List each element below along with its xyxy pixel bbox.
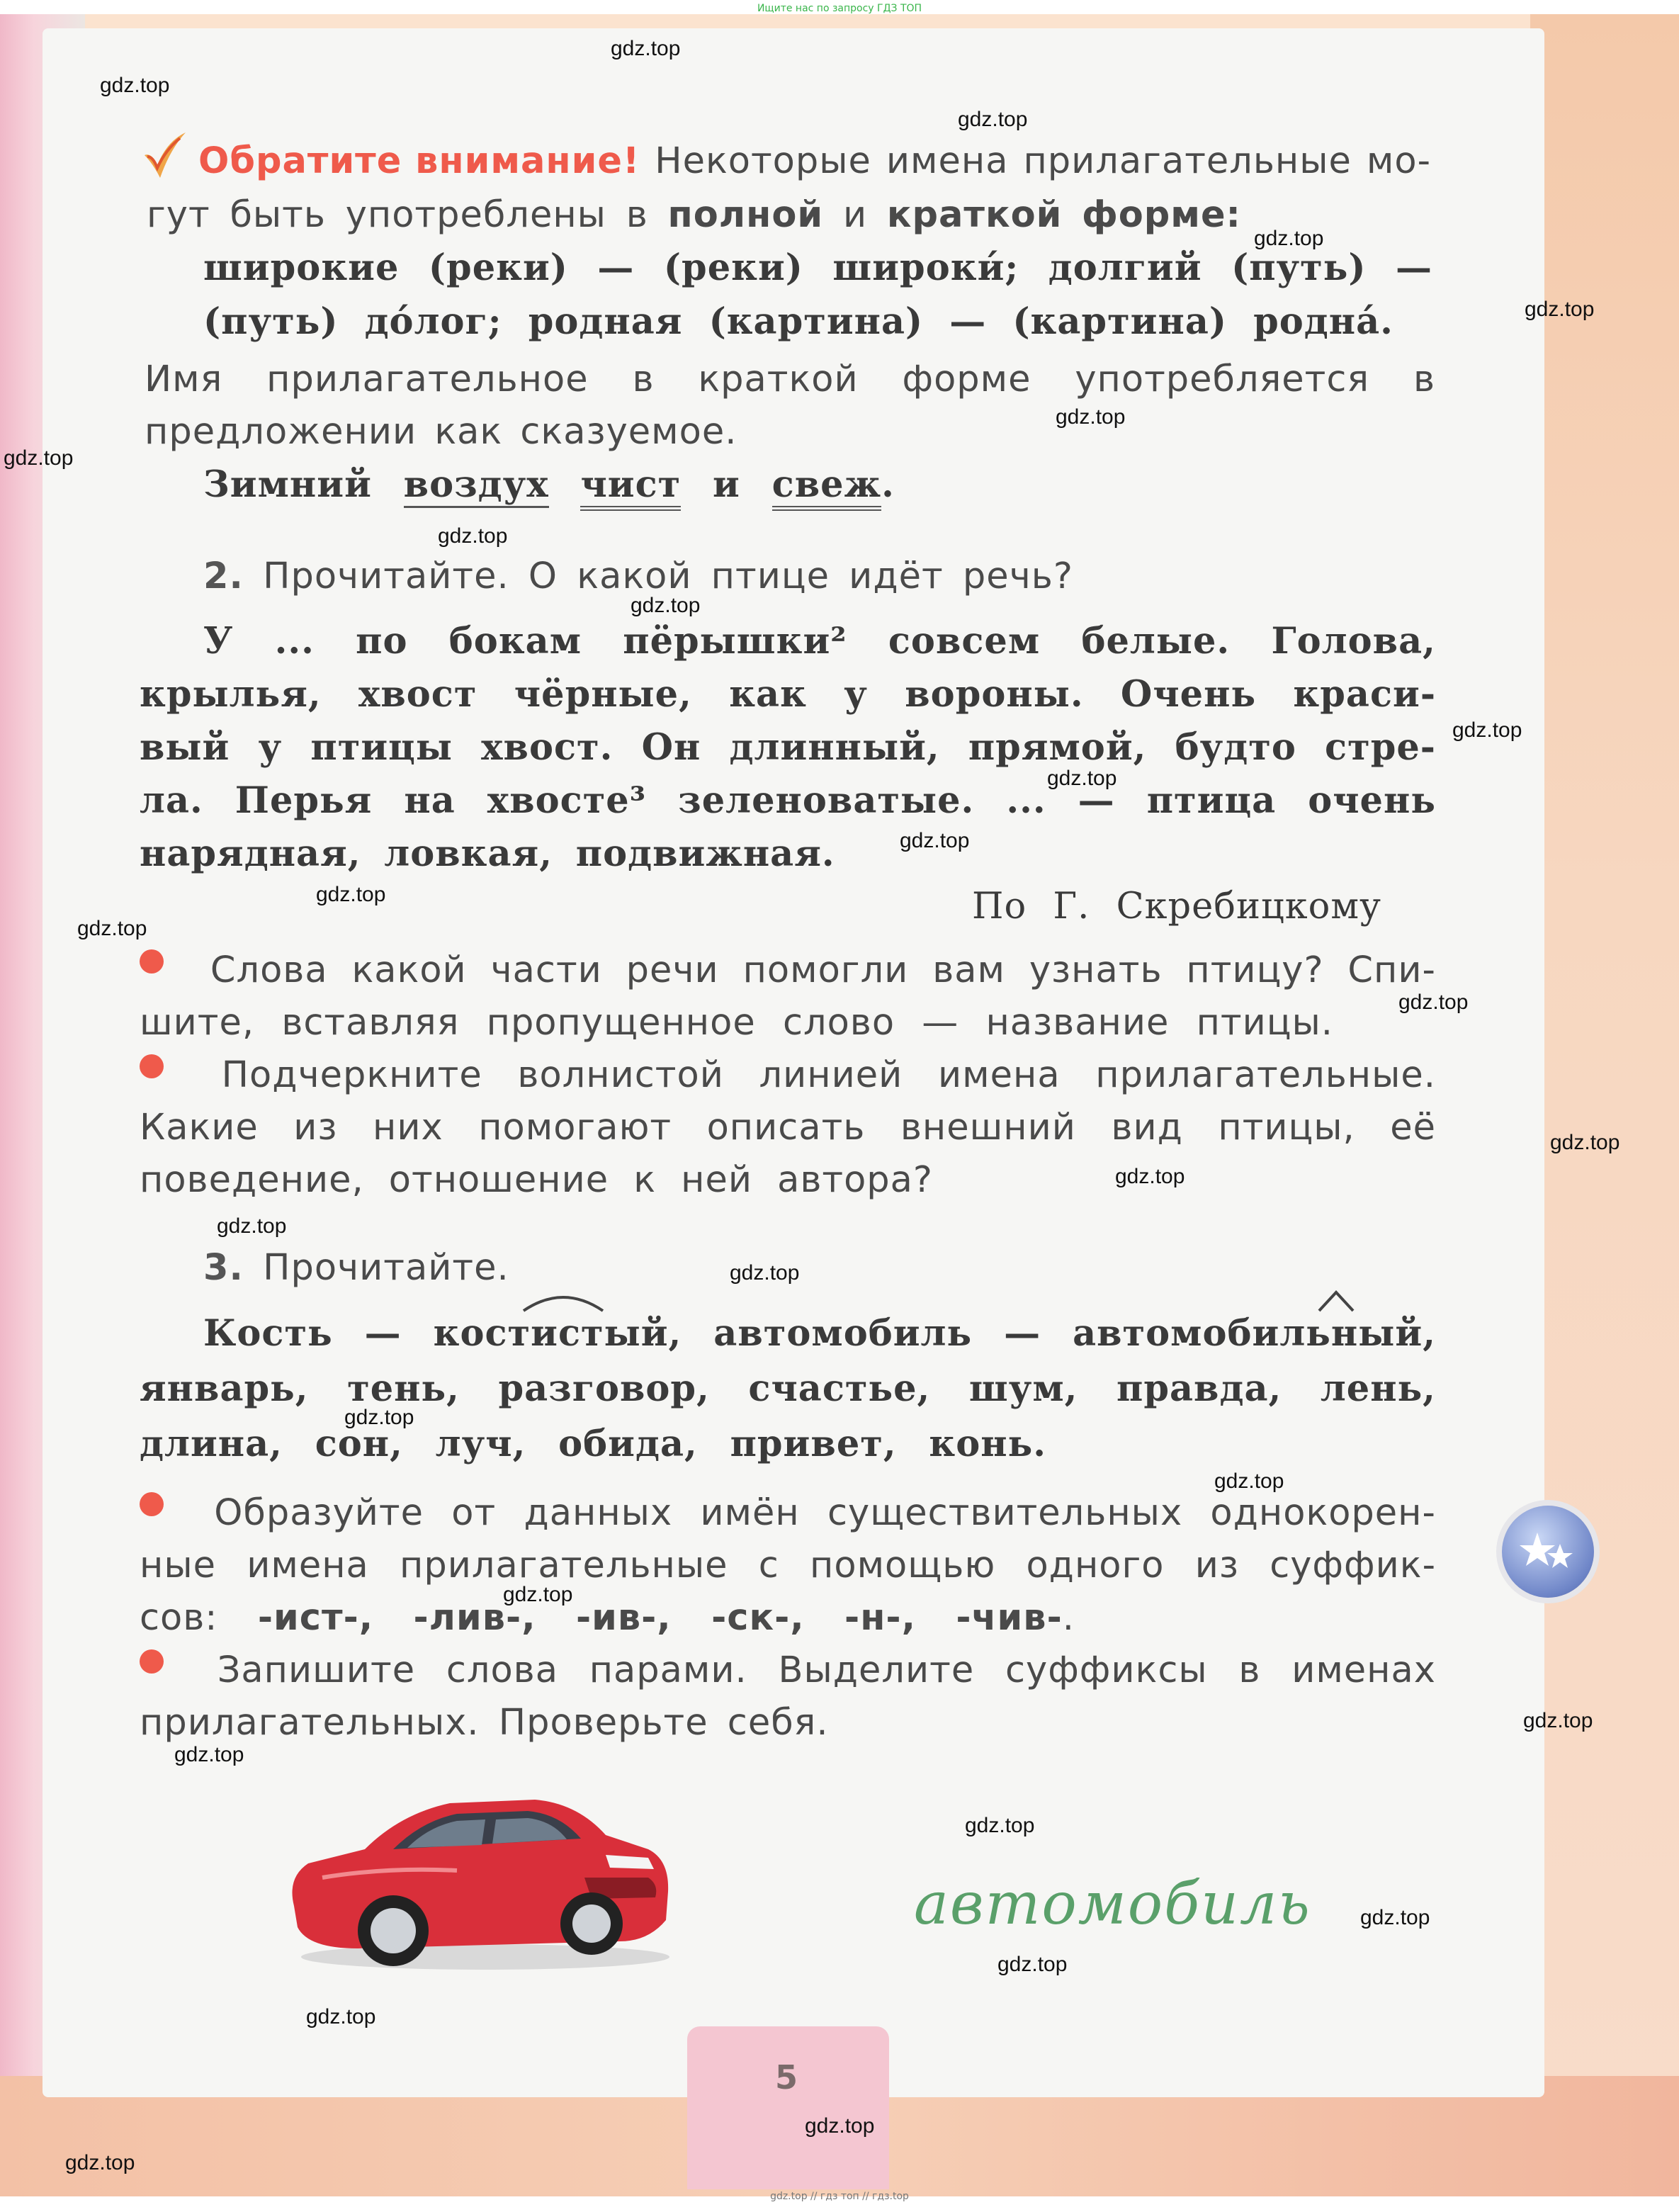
- ex2-question-1-line-1: [140, 949, 1436, 991]
- word: (путь): [1231, 247, 1367, 289]
- watermark: gdz.top: [438, 524, 508, 548]
- red-car-illustration: [280, 1771, 677, 1977]
- word: (реки): [663, 247, 803, 289]
- punctuation: .: [1062, 1597, 1075, 1639]
- word: разговор,: [498, 1367, 710, 1410]
- watermark: gdz.top: [1550, 1131, 1620, 1154]
- watermark: gdz.top: [730, 1261, 800, 1285]
- word: Какие: [140, 1107, 259, 1149]
- ex2-text-line-2: [140, 673, 1436, 716]
- watermark: gdz.top: [4, 446, 74, 470]
- word: слова: [446, 1649, 558, 1691]
- watermark: gdz.top: [1523, 1709, 1593, 1732]
- ex2-text-line-4: [140, 779, 1436, 822]
- page-number-tab: [687, 2026, 889, 2189]
- word: Кость: [203, 1312, 333, 1355]
- word: длина,: [140, 1423, 283, 1465]
- watermark: gdz.top: [1056, 405, 1126, 429]
- word: краткой: [698, 359, 859, 400]
- word: слово: [782, 1002, 895, 1044]
- ex2-text-line-5: нарядная, ловкая, подвижная.: [140, 833, 835, 875]
- rule-line-2: [147, 194, 1241, 236]
- suffix-mark: [1316, 1288, 1356, 1314]
- watermark: gdz.top: [1360, 1906, 1430, 1929]
- word: птицы,: [1218, 1107, 1355, 1149]
- ex2-question-2-line-1: [140, 1054, 1436, 1096]
- word: Очень: [1120, 673, 1257, 716]
- watermark: gdz.top: [1115, 1165, 1185, 1188]
- footer-note: gdz.top // гдз топ // гдз.top: [770, 2191, 909, 2202]
- watermark: gdz.top: [65, 2151, 135, 2174]
- word: зеленоватые.: [678, 779, 975, 822]
- watermark: gdz.top: [1398, 991, 1469, 1014]
- word: Выделите: [778, 1649, 975, 1691]
- word: к: [633, 1159, 657, 1201]
- term-full: полной: [667, 194, 824, 236]
- word: из: [293, 1107, 338, 1149]
- ex2-question-2-line-2: [140, 1107, 1436, 1149]
- word: до́лог;: [364, 300, 502, 343]
- word: автомобильный,: [1073, 1312, 1436, 1355]
- word: Спи-: [1347, 949, 1436, 991]
- word: употребляется: [1075, 359, 1370, 400]
- word: ...: [274, 620, 315, 662]
- bullet-icon: [140, 949, 164, 974]
- word: костистый,: [433, 1312, 682, 1355]
- word: Запишите: [217, 1649, 416, 1691]
- word: в: [1413, 359, 1435, 400]
- right-page-edge: [1530, 14, 1679, 2196]
- ex2-text-line-3: [140, 726, 1436, 769]
- word: тень,: [347, 1367, 460, 1410]
- task-text: Прочитайте. О какой птице идёт речь?: [263, 555, 1073, 597]
- word: у: [844, 673, 868, 716]
- word: вый: [140, 726, 230, 769]
- word: части: [490, 949, 602, 991]
- watermark: gdz.top: [1214, 1469, 1284, 1493]
- word: название: [985, 1002, 1170, 1044]
- watermark: gdz.top: [1452, 718, 1522, 742]
- word: гут: [147, 194, 210, 236]
- word: январь,: [140, 1367, 309, 1410]
- exercise-3-task: [203, 1247, 509, 1289]
- word: очень: [1308, 779, 1436, 822]
- word: помощью: [810, 1545, 996, 1586]
- word: речи: [626, 949, 719, 991]
- word: у: [258, 726, 283, 769]
- word: имена: [937, 1054, 1061, 1096]
- exercise-2-task: [203, 555, 1073, 597]
- suffix-mark: [521, 1288, 606, 1314]
- word: ные: [140, 1545, 216, 1586]
- word: —: [597, 247, 635, 289]
- ex3-question-1-line-1: [140, 1492, 1436, 1534]
- word: стре-: [1325, 726, 1436, 769]
- word: (картина): [708, 300, 924, 343]
- word: конь.: [929, 1423, 1046, 1465]
- watermark: gdz.top: [1525, 298, 1595, 321]
- word: родная: [528, 300, 683, 343]
- word: птицы: [310, 726, 453, 769]
- word: —: [1078, 779, 1115, 822]
- watermark: gdz.top: [958, 108, 1028, 131]
- word: на: [404, 779, 456, 822]
- word: счастье,: [748, 1367, 931, 1410]
- word: хвост: [358, 673, 477, 716]
- ex3-words-line-1: [203, 1312, 1436, 1355]
- suffix: -чив-: [956, 1597, 1063, 1639]
- word: одного: [1026, 1545, 1165, 1586]
- word: Некоторые: [655, 140, 871, 182]
- header-note: Ищите нас по запросу ГДЗ ТОП: [757, 3, 922, 14]
- word: шите,: [140, 1002, 255, 1044]
- word: быть: [230, 194, 326, 236]
- ex2-text-line-1: [203, 620, 1436, 662]
- ex3-question-2-line-2: прилагательных. Проверьте себя.: [140, 1702, 829, 1744]
- rule-example-sentence: [203, 463, 895, 506]
- word: —: [1396, 247, 1432, 289]
- word: Подчеркните: [221, 1054, 482, 1096]
- rule-note-1: [145, 359, 1435, 400]
- word: белые.: [1081, 620, 1231, 662]
- word: (путь): [203, 300, 339, 343]
- predicate-word: свеж: [772, 463, 881, 511]
- cursive-word: автомобиль: [914, 1870, 1311, 1938]
- word: прямой,: [968, 726, 1147, 769]
- word: —: [364, 1312, 402, 1355]
- word: Перья: [234, 779, 373, 822]
- word: узнать: [1029, 949, 1163, 991]
- ex3-question-1-line-3: [140, 1597, 1075, 1639]
- rule-example-1: [203, 247, 1432, 289]
- word: сов:: [140, 1597, 218, 1639]
- word: птицу?: [1186, 949, 1324, 991]
- watermark: gdz.top: [965, 1814, 1035, 1837]
- word: автомобиль: [713, 1312, 973, 1355]
- word: поведение,: [140, 1159, 364, 1201]
- task-text: Прочитайте.: [263, 1247, 509, 1289]
- bullet-icon: [140, 1649, 164, 1674]
- suffix: -ист-,: [257, 1597, 374, 1639]
- word: длинный,: [729, 726, 940, 769]
- word: какой: [351, 949, 467, 991]
- word: хвост.: [481, 726, 614, 769]
- rule-example-2: [203, 300, 1393, 343]
- ex2-question-1-line-2: [140, 1002, 1333, 1044]
- word: в: [1238, 1649, 1261, 1691]
- word: Зимний: [203, 463, 372, 506]
- word: широки́;: [832, 247, 1019, 289]
- word: помогли: [742, 949, 909, 991]
- word: вид: [1111, 1107, 1183, 1149]
- watermark: gdz.top: [997, 1953, 1068, 1976]
- word: и: [713, 463, 740, 506]
- word: ...: [1006, 779, 1046, 822]
- word: вам: [932, 949, 1005, 991]
- suffix: -н-,: [844, 1597, 916, 1639]
- bullet-icon: [140, 1054, 164, 1078]
- exercise-number: 2.: [203, 555, 244, 597]
- exercise-number: 3.: [203, 1247, 244, 1289]
- word: обида,: [558, 1423, 698, 1465]
- word: прилагательные: [1023, 140, 1352, 182]
- watermark: gdz.top: [100, 74, 170, 97]
- word: краси-: [1293, 673, 1436, 716]
- word: суффик-: [1270, 1545, 1436, 1586]
- punctuation: .: [881, 463, 895, 506]
- term-short: краткой: [886, 194, 1063, 236]
- watermark: gdz.top: [1254, 227, 1324, 250]
- word: волнистой: [517, 1054, 724, 1096]
- word: хвосте³: [487, 779, 647, 822]
- word: Голова,: [1271, 620, 1436, 662]
- word: ла.: [140, 779, 203, 822]
- subject-word: воздух: [404, 463, 549, 508]
- word: ней: [681, 1159, 752, 1201]
- rule-line-1: [198, 140, 1431, 182]
- word: из: [1194, 1545, 1239, 1586]
- word: прилагательные: [400, 1545, 728, 1586]
- word: будто: [1175, 726, 1296, 769]
- watermark: gdz.top: [77, 917, 147, 940]
- watermark: gdz.top: [805, 2114, 875, 2138]
- word: имён: [700, 1492, 800, 1534]
- suffix: -ив-,: [575, 1597, 672, 1639]
- word: в: [632, 359, 655, 400]
- watermark: gdz.top: [611, 37, 681, 60]
- predicate-word: чист: [580, 463, 681, 511]
- word: мо-: [1366, 140, 1431, 182]
- word: вставляя: [281, 1002, 460, 1044]
- word: Имя: [145, 359, 223, 400]
- suffix: -ск-,: [711, 1597, 805, 1639]
- word: бокам: [448, 620, 582, 662]
- word: пёрышки²: [623, 620, 847, 662]
- word: имена: [886, 140, 1009, 182]
- ex3-question-1-line-2: [140, 1545, 1436, 1586]
- word: прилагательное: [266, 359, 589, 400]
- word: её: [1390, 1107, 1436, 1149]
- word: крылья,: [140, 673, 322, 716]
- term-form: форме:: [1082, 194, 1241, 236]
- word: долгий: [1048, 247, 1202, 289]
- watermark: gdz.top: [174, 1743, 244, 1766]
- word: широкие: [203, 247, 400, 289]
- word: суффиксы: [1005, 1649, 1208, 1691]
- suffix: -лив-,: [413, 1597, 536, 1639]
- word: употреблены: [345, 194, 606, 236]
- ex3-question-2-line-1: [140, 1649, 1436, 1691]
- word: родна́.: [1253, 300, 1393, 343]
- word: прилагательные.: [1095, 1054, 1436, 1096]
- word: сон,: [315, 1423, 403, 1465]
- watermark: gdz.top: [900, 829, 970, 852]
- word: имена: [247, 1545, 369, 1586]
- ex3-words-line-2: [140, 1367, 1436, 1410]
- word: по: [356, 620, 408, 662]
- word: с: [758, 1545, 779, 1586]
- word: линией: [759, 1054, 903, 1096]
- ex3-words-line-3: [140, 1423, 1046, 1465]
- stars-icon: [1502, 1506, 1594, 1598]
- word: в: [626, 194, 648, 236]
- word: существительных: [827, 1492, 1183, 1534]
- word: форме: [902, 359, 1031, 400]
- word: лень,: [1320, 1367, 1436, 1410]
- word: Он: [641, 726, 701, 769]
- word: и: [842, 194, 868, 236]
- word: (картина): [1012, 300, 1228, 343]
- rule-note-2: предложении как сказуемое.: [145, 411, 737, 453]
- word: данных: [524, 1492, 673, 1534]
- word: отношение: [388, 1159, 609, 1201]
- check-mark-icon: [140, 131, 188, 181]
- word: У: [203, 620, 234, 662]
- watermark: gdz.top: [306, 2005, 376, 2028]
- word: парами.: [589, 1649, 747, 1691]
- word: чёрные,: [514, 673, 692, 716]
- word: описать: [706, 1107, 866, 1149]
- word: шум,: [968, 1367, 1078, 1410]
- word: Образуйте: [214, 1492, 424, 1534]
- word: —: [1004, 1312, 1041, 1355]
- word: однокорен-: [1210, 1492, 1436, 1534]
- watermark: gdz.top: [503, 1583, 573, 1606]
- word: них: [373, 1107, 443, 1149]
- ex2-question-2-line-3: [140, 1159, 933, 1201]
- watermark: gdz.top: [217, 1214, 287, 1238]
- word: правда,: [1116, 1367, 1282, 1410]
- word: (реки): [428, 247, 568, 289]
- text-author: По Г. Скребицкому: [972, 886, 1382, 927]
- word: пропущенное: [486, 1002, 756, 1044]
- stars-button[interactable]: [1502, 1506, 1594, 1598]
- word: как: [729, 673, 807, 716]
- word: помогают: [478, 1107, 672, 1149]
- watermark: gdz.top: [1047, 767, 1117, 790]
- word: вороны.: [905, 673, 1084, 716]
- word: привет,: [730, 1423, 897, 1465]
- word: Слова: [210, 949, 328, 991]
- watermark: gdz.top: [344, 1406, 414, 1429]
- word: автора?: [777, 1159, 933, 1201]
- word: именах: [1291, 1649, 1436, 1691]
- word: —: [922, 1002, 959, 1044]
- word: —: [949, 300, 987, 343]
- word: птица: [1146, 779, 1277, 822]
- watermark: gdz.top: [631, 594, 701, 617]
- word: луч,: [435, 1423, 526, 1465]
- word: птицы.: [1196, 1002, 1333, 1044]
- word: внешний: [900, 1107, 1076, 1149]
- attention-heading: Обратите внимание!: [198, 140, 640, 182]
- watermark: gdz.top: [316, 883, 386, 906]
- bullet-icon: [140, 1492, 164, 1516]
- word: от: [451, 1492, 497, 1534]
- word: совсем: [888, 620, 1041, 662]
- page-number: 5: [774, 2058, 798, 2097]
